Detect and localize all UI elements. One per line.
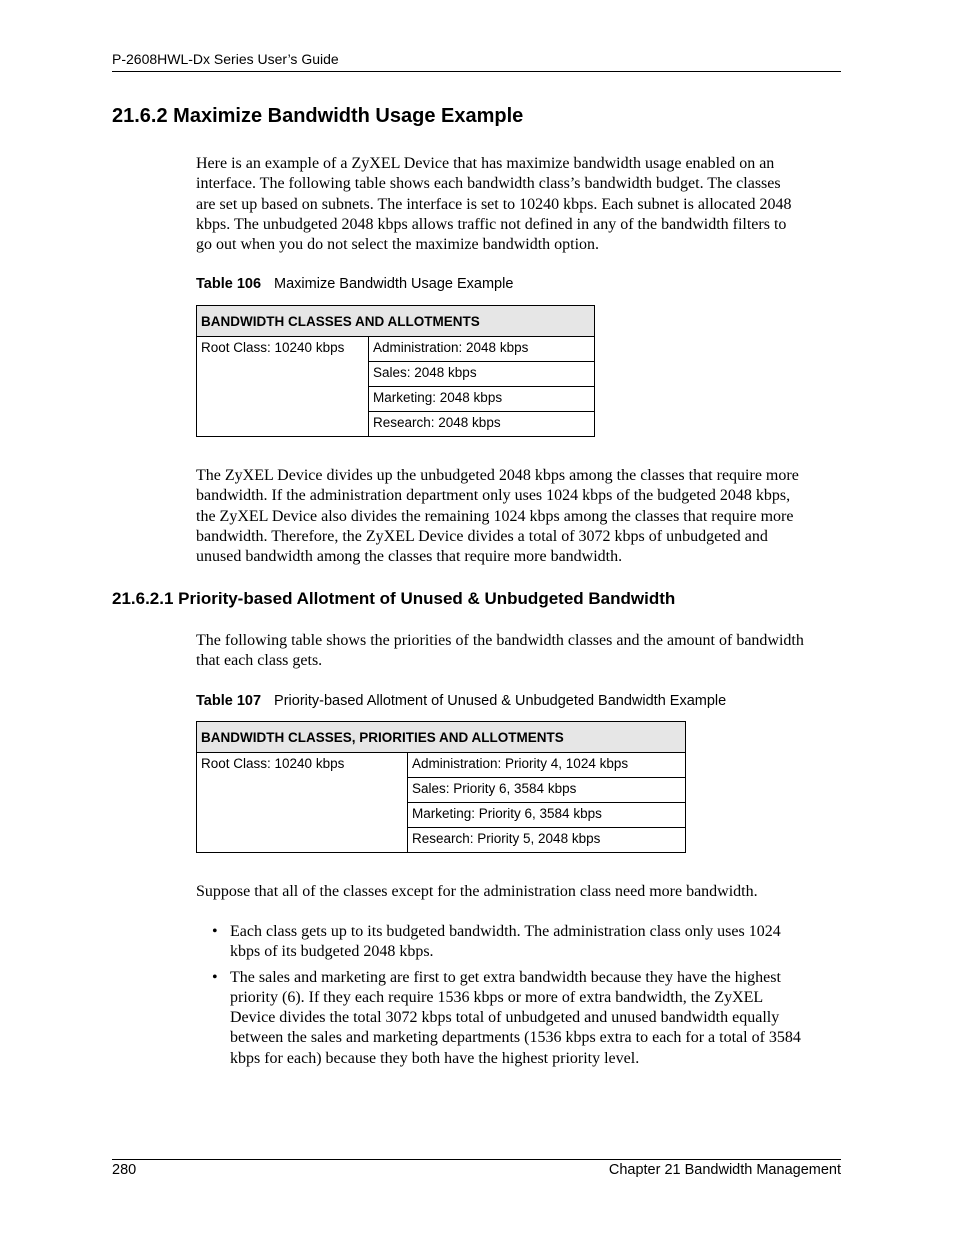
bullet-icon: •: [212, 923, 218, 940]
table-107-caption: [196, 693, 726, 709]
table-106-caption: [196, 276, 513, 292]
text-line: bandwidth. If the administration department only uses 1024 kbps of the budgeted 2048 kbps,: [196, 487, 791, 505]
intro-paragraph: [196, 154, 842, 255]
table-107: [196, 721, 686, 853]
text-line: between the sales and marketing departments (1536 kbps extra to each for a total of 3584: [230, 1029, 801, 1047]
running-header-title: P-2608HWL-Dx Series User’s Guide: [112, 51, 339, 67]
text-line: kbps. The unbudgeted 2048 kbps allows traffic not defined in any of the bandwidth filters to: [196, 215, 787, 233]
table-106-row-marketing: Marketing: 2048 kbps: [369, 387, 595, 412]
text-line: interface. The following table shows each bandwidth class’s bandwidth budget. The classes: [196, 175, 781, 193]
table-107-label: Table 107: [196, 693, 262, 709]
text-line: Here is an example of a ZyXEL Device that has maximize bandwidth usage enabled on an: [196, 155, 775, 172]
table-107-title: Priority-based Allotment of Unused & Unbudgeted Bandwidth Example: [274, 693, 727, 709]
table-106-title: Maximize Bandwidth Usage Example: [274, 276, 514, 292]
table-106-row-sales: Sales: 2048 kbps: [369, 362, 595, 387]
text-line: unused bandwidth among the classes that require more bandwidth.: [196, 548, 623, 566]
text-line: The ZyXEL Device divides up the unbudgeted 2048 kbps among the classes that require more: [196, 467, 799, 484]
table-107-header: BANDWIDTH CLASSES, PRIORITIES AND ALLOTMENTS: [197, 722, 686, 753]
table-106-row-research: Research: 2048 kbps: [369, 412, 595, 437]
text-line: The sales and marketing are first to get extra bandwidth because they have the highest: [230, 968, 781, 986]
division-paragraph: [196, 466, 842, 567]
chapter-title: Chapter 21 Bandwidth Management: [608, 1162, 841, 1178]
text-line: priority (6). If they each require 1536 kbps or more of extra bandwidth, the ZyXEL: [230, 988, 764, 1006]
subsection-heading: 21.6.2.1 Priority-based Allotment of Unused & Unbudgeted Bandwidth: [112, 589, 676, 608]
list-item: [212, 922, 842, 963]
bullet-icon: •: [212, 968, 218, 986]
header-divider: [112, 71, 841, 72]
text-line: The following table shows the priorities of the bandwidth classes and the amount of bandwidth: [196, 632, 804, 649]
table-107-row-sales: Sales: Priority 6, 3584 kbps: [408, 778, 686, 803]
table-106-row-administration: Administration: 2048 kbps: [369, 337, 595, 362]
text-line: are set up based on subnets. The interface is set to 10240 kbps. Each subnet is allocated 2048: [196, 195, 792, 213]
table-107-root-cell: Root Class: 10240 kbps: [197, 753, 408, 853]
list-item: [212, 968, 842, 1069]
subsection-intro: [196, 631, 842, 672]
table-107-row-marketing: Marketing: Priority 6, 3584 kbps: [408, 803, 686, 828]
text-line: Device divides the total 3072 kbps total of unbudgeted and unused bandwidth equally: [230, 1009, 780, 1027]
table-106: [196, 305, 595, 437]
footer-divider: [112, 1159, 841, 1160]
text-line: kbps for each) because they both have the highest priority level.: [230, 1049, 640, 1067]
table-107-row-administration: Administration: Priority 4, 1024 kbps: [408, 753, 686, 778]
suppose-paragraph: Suppose that all of the classes except for the administration class need more bandwidth.: [196, 883, 758, 900]
text-line: the ZyXEL Device also divides the remaining 1024 kbps among the classes that require more: [196, 507, 794, 525]
bullet-list: [212, 922, 842, 1074]
text-line: bandwidth. Therefore, the ZyXEL Device divides a total of 3072 kbps of unbudgeted and: [196, 527, 768, 545]
text-line: Each class gets up to its budgeted bandwidth. The administration class only uses 1024: [230, 923, 781, 940]
table-106-root-cell: Root Class: 10240 kbps: [197, 337, 369, 437]
text-line: that each class gets.: [196, 652, 323, 670]
text-line: kbps of its budgeted 2048 kbps.: [230, 943, 434, 961]
section-heading: 21.6.2 Maximize Bandwidth Usage Example: [112, 105, 524, 127]
table-106-label: Table 106: [196, 276, 262, 292]
page-number: 280: [112, 1162, 137, 1178]
table-106-header: BANDWIDTH CLASSES AND ALLOTMENTS: [197, 306, 595, 337]
text-line: go out when you do not select the maximize bandwidth option.: [196, 236, 600, 254]
table-107-row-research: Research: Priority 5, 2048 kbps: [408, 828, 686, 853]
